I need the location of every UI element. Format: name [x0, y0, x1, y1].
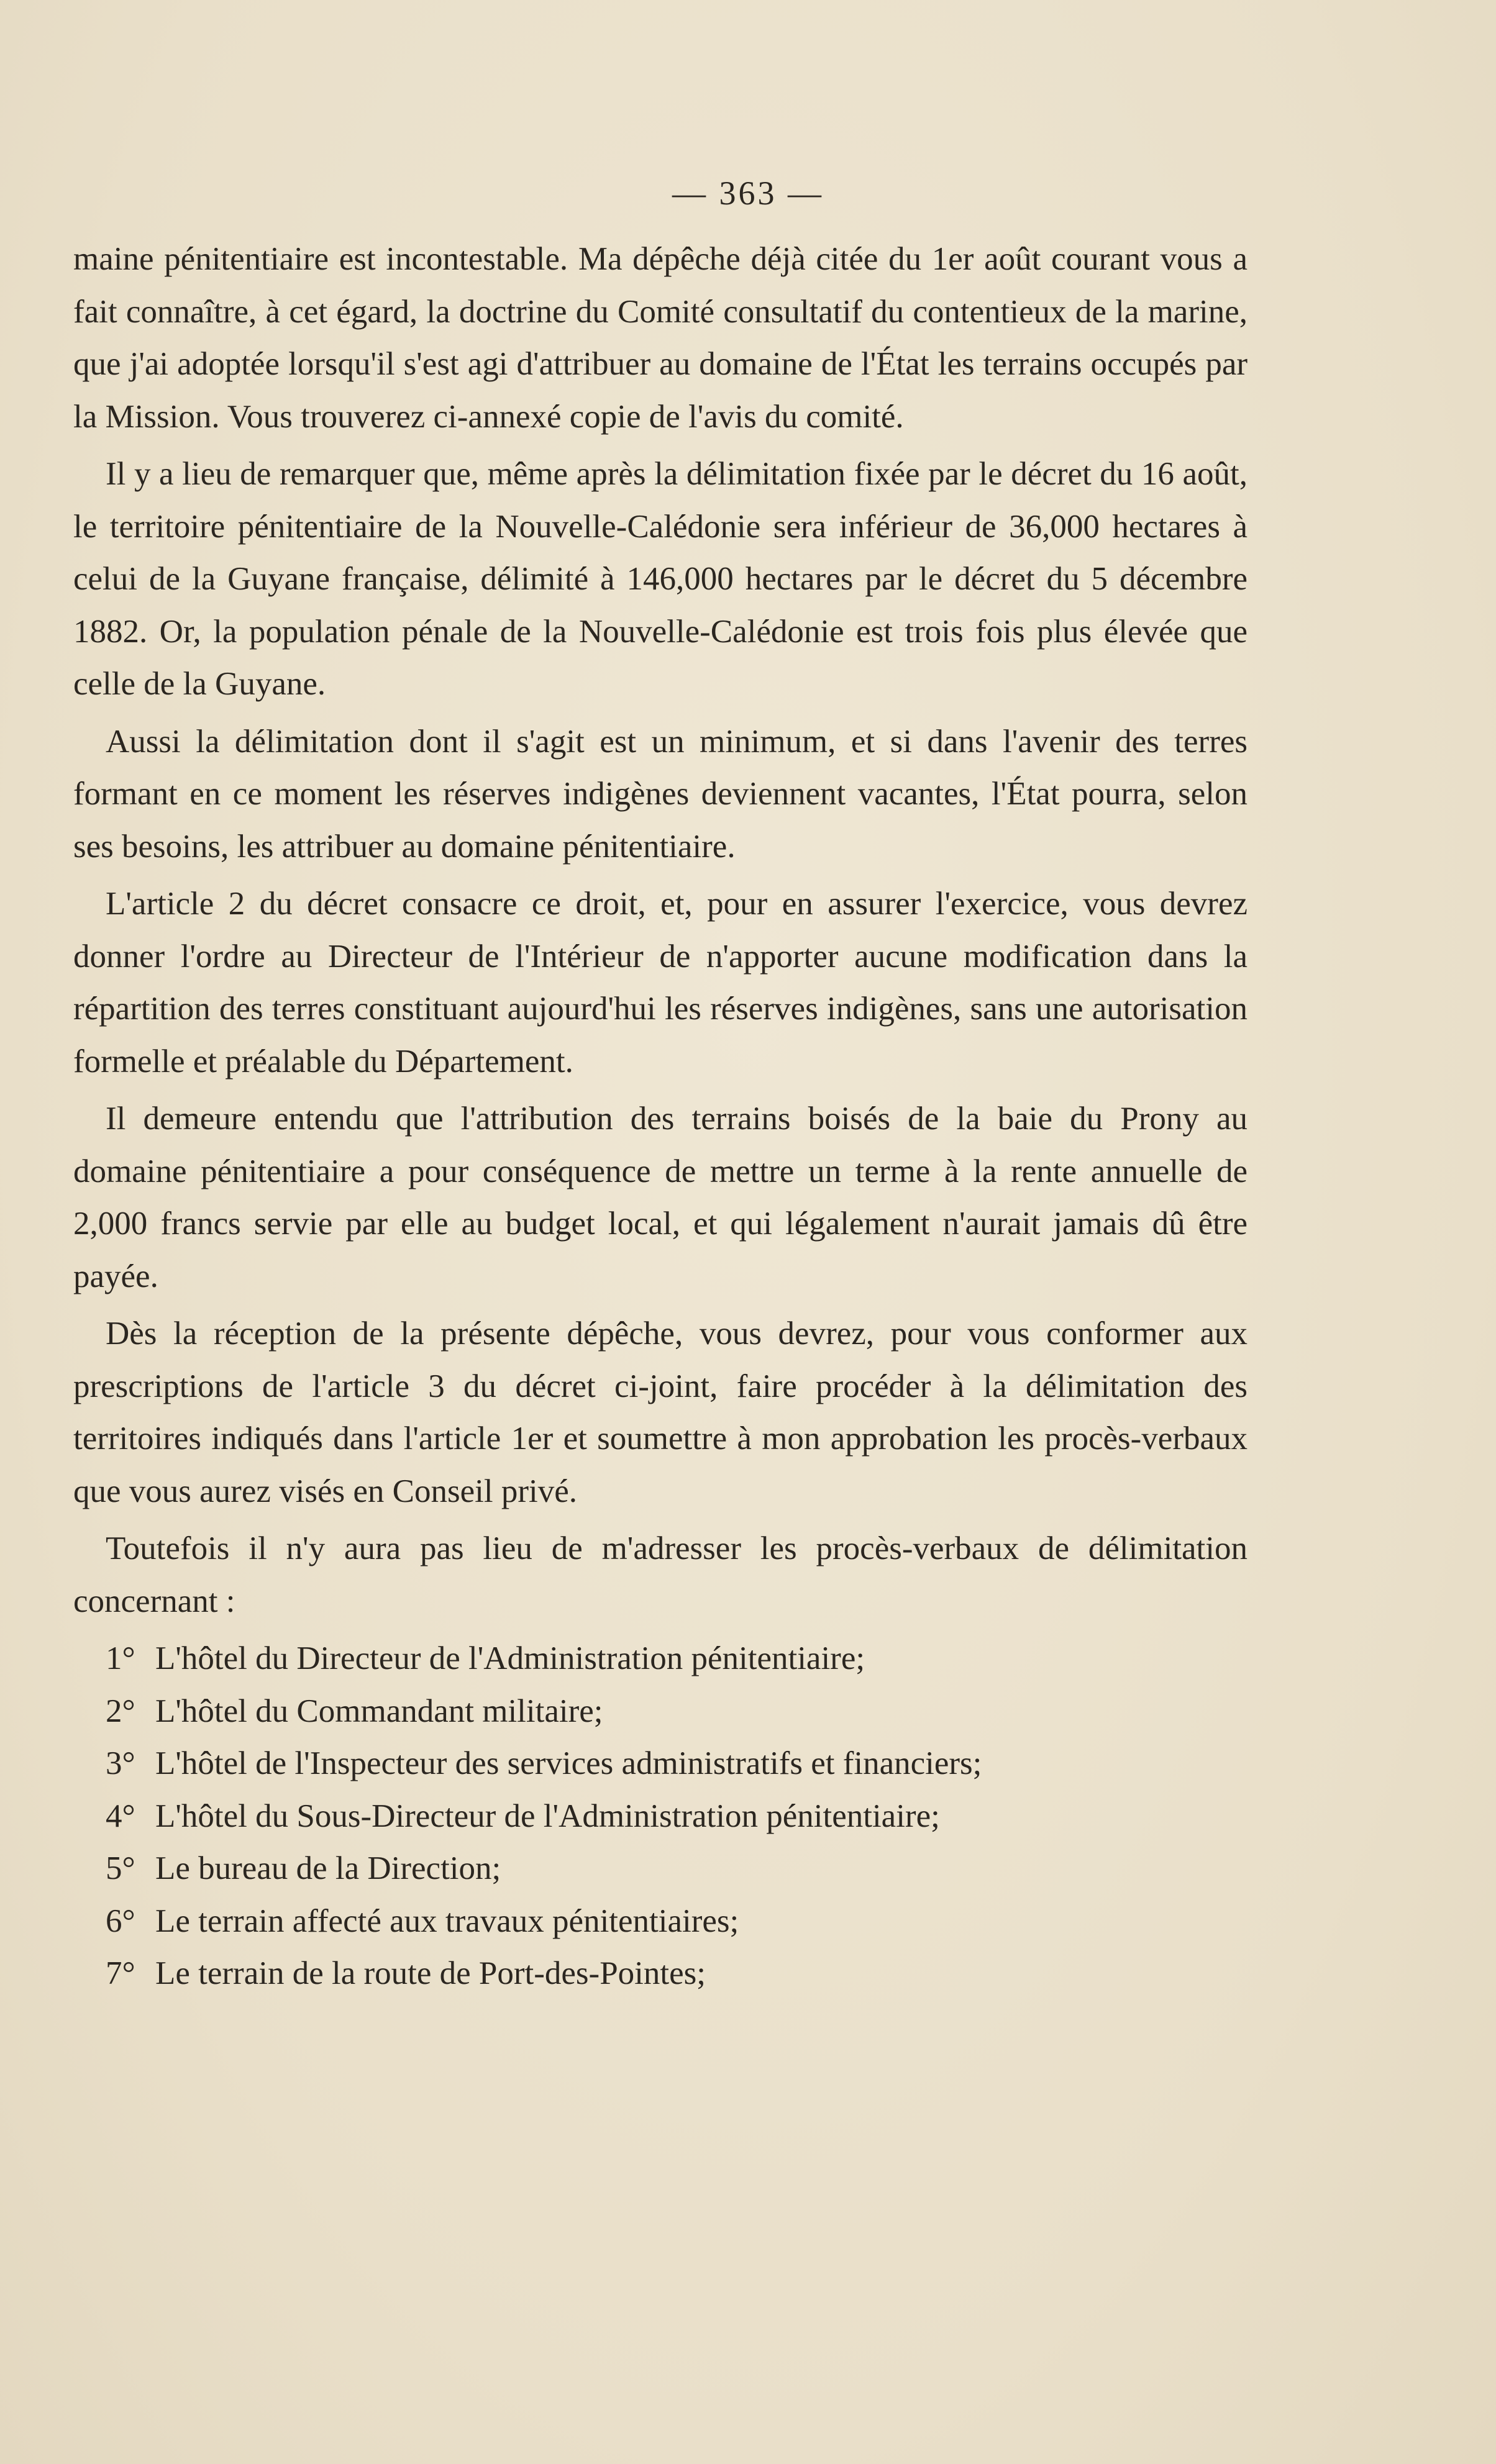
list-item	[73, 1737, 1247, 1790]
paragraph-6: Dès la réception de la présente dépêche, vous devrez, pour vous conformer aux prescriptions de l'article 3 du décret ci-joint, faire procéder à la délimitation des territoires indiqués dans l'article 1er et soumettre à mon approbation les procès-verbaux que vous aurez visés en Conseil privé.	[73, 1316, 1247, 1509]
page-number: — 363 —	[672, 175, 824, 212]
list-item-number: 1°	[106, 1640, 135, 1676]
paragraph-7: Toutefois il n'y aura pas lieu de m'adresser les procès-verbaux de délimitation concernant :	[73, 1530, 1247, 1619]
list-item	[73, 1790, 1247, 1843]
body-text	[73, 233, 1247, 2000]
paragraph-4: L'article 2 du décret consacre ce droit, et, pour en assurer l'exercice, vous devrez donner l'ordre au Directeur de l'Intérieur de n'apporter aucune modification dans la répartition des terres constituant aujourd'hui les réserves indigènes, sans une autorisation formelle et préalable du Département.	[73, 886, 1247, 1080]
list-item-number: 3°	[106, 1745, 135, 1781]
paragraph-3: Aussi la délimitation dont il s'agit est un minimum, et si dans l'avenir des terres formant en ce moment les réserves indigènes deviennent vacantes, l'État pourra, selon ses besoins, les attribuer au domaine pénitentiaire.	[73, 723, 1247, 865]
list-item-text: Le terrain affecté aux travaux pénitentiaires;	[155, 1903, 739, 1939]
list-item-text: L'hôtel du Directeur de l'Administration pénitentiaire;	[155, 1640, 865, 1676]
list-item	[73, 1632, 1247, 1685]
enumeration-list	[73, 1632, 1247, 2000]
list-item	[73, 1895, 1247, 1948]
list-item-number: 7°	[106, 1955, 135, 1991]
list-item-text: L'hôtel de l'Inspecteur des services administratifs et financiers;	[155, 1745, 982, 1781]
list-item	[73, 1842, 1247, 1895]
list-item-number: 6°	[106, 1903, 135, 1939]
paragraph-1: maine pénitentiaire est incontestable. Ma dépêche déjà citée du 1er août courant vous a fait connaître, à cet égard, la doctrine du Comité consultatif du contentieux de la marine, que j'ai adoptée lorsqu'il s'est agi d'attribuer au domaine de l'État les terrains occupés par la Mission. Vous trouverez ci-annexé copie de l'avis du comité.	[73, 241, 1247, 435]
list-item	[73, 1685, 1247, 1738]
paragraph-2: Il y a lieu de remarquer que, même après la délimitation fixée par le décret du 16 août, le territoire pénitentiaire de la Nouvelle-Calédonie sera inférieur de 36,000 hectares à celui de la Guyane française, délimité à 146,000 hectares par le décret du 5 décembre 1882. Or, la population pénale de la Nouvelle-Calédonie est trois fois plus élevée que celle de la Guyane.	[73, 456, 1247, 702]
list-item	[73, 1947, 1247, 2000]
list-item-number: 5°	[106, 1850, 135, 1886]
list-item-text: L'hôtel du Commandant militaire;	[155, 1693, 603, 1729]
list-item-number: 4°	[106, 1798, 135, 1834]
paragraph-5: Il demeure entendu que l'attribution des terrains boisés de la baie du Prony au domaine pénitentiaire a pour conséquence de mettre un terme à la rente annuelle de 2,000 francs servie par elle au budget local, et qui légalement n'aurait jamais dû être payée.	[73, 1101, 1247, 1294]
list-item-text: Le terrain de la route de Port-des-Pointes;	[155, 1955, 706, 1991]
list-item-text: L'hôtel du Sous-Directeur de l'Administration pénitentiaire;	[155, 1798, 940, 1834]
list-item-number: 2°	[106, 1693, 135, 1729]
list-item-text: Le bureau de la Direction;	[155, 1850, 501, 1886]
